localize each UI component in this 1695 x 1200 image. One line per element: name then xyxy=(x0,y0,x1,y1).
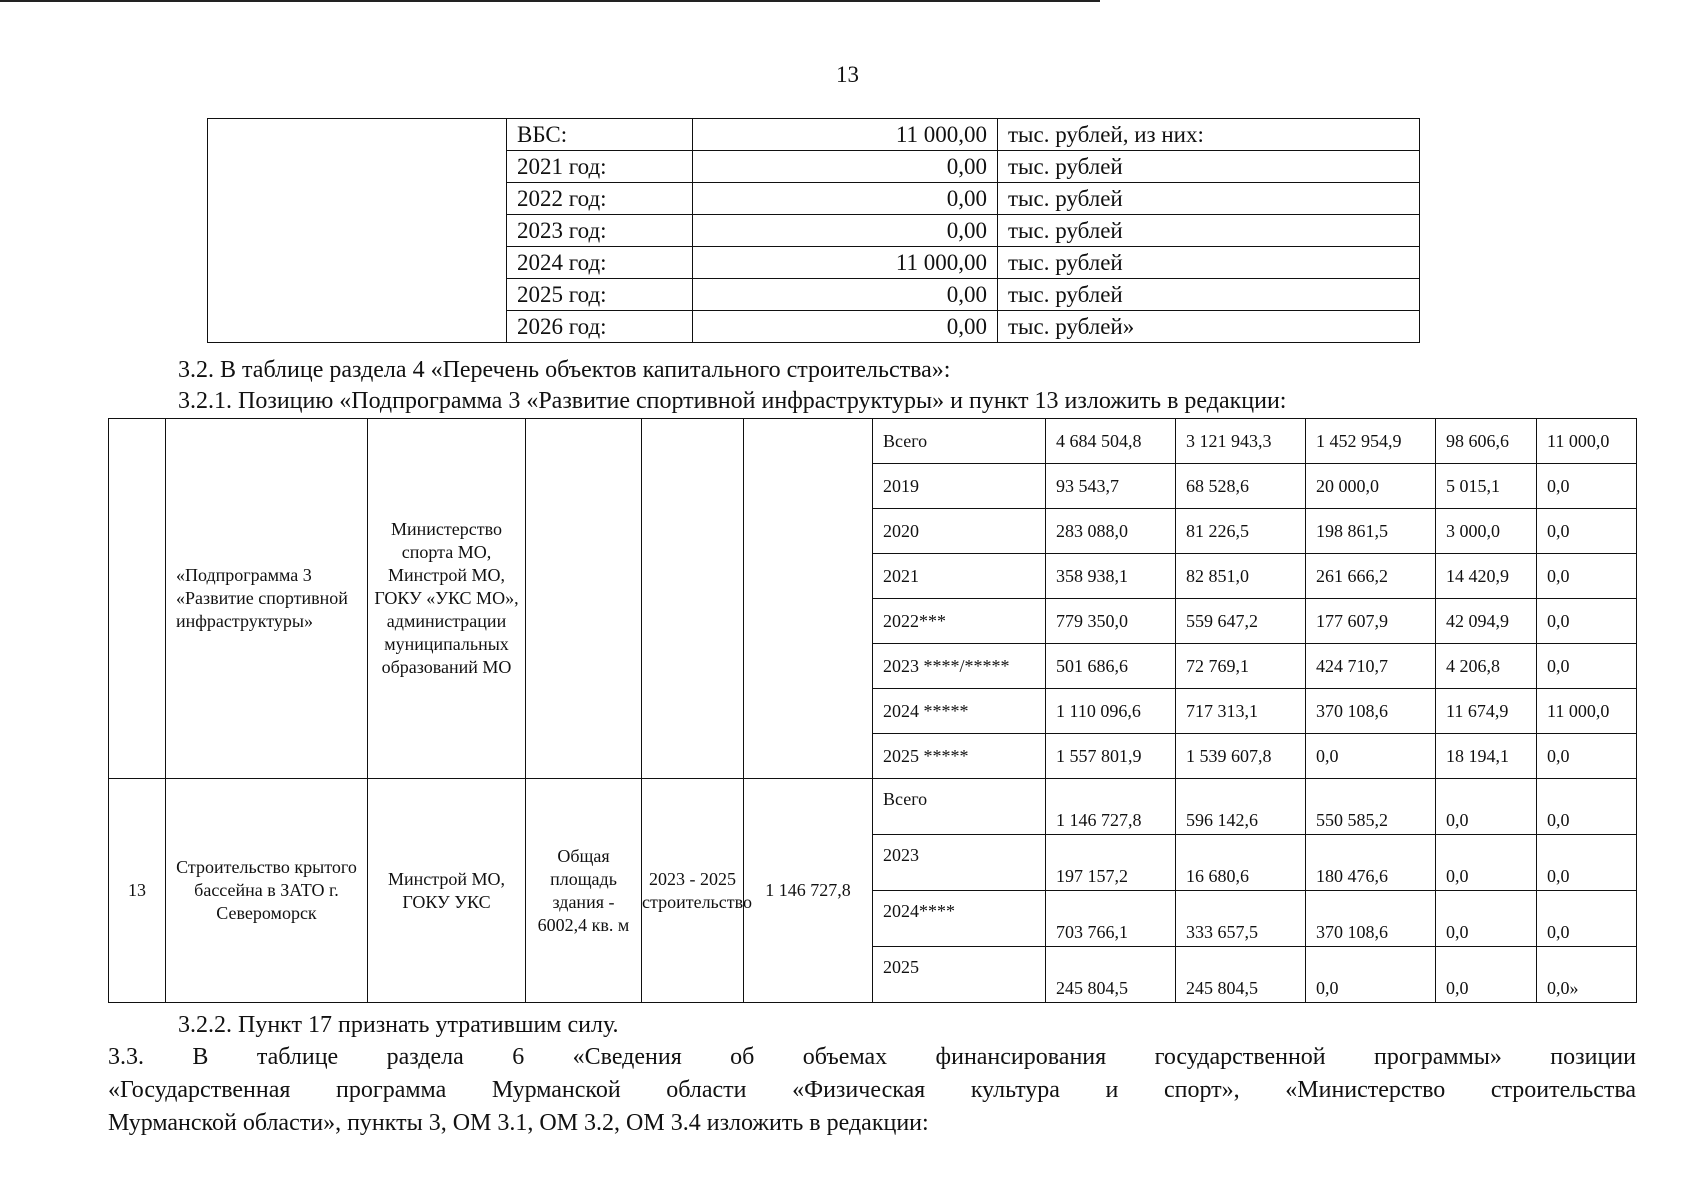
subprogram-year: 2019 xyxy=(873,464,1046,509)
subprogram-value: 0,0 xyxy=(1537,554,1637,599)
funding-amount: 0,00 xyxy=(693,215,998,247)
funding-label: 2023 год: xyxy=(507,215,693,247)
item13-value: 245 804,5 xyxy=(1046,947,1176,1003)
funding-amount: 11 000,00 xyxy=(693,119,998,151)
subprogram-value: 5 015,1 xyxy=(1436,464,1537,509)
paragraph-3-3-line-2: «Государственная программа Мурманской области «Физическая культура и спорт», «Министерство строительства xyxy=(108,1077,1636,1103)
funding-label: 2024 год: xyxy=(507,247,693,279)
subprogram-value: 1 110 096,6 xyxy=(1046,689,1176,734)
top-rule xyxy=(0,0,1100,2)
funding-row xyxy=(208,119,1420,151)
item13-value: 0,0» xyxy=(1537,947,1637,1003)
item13-value: 0,0 xyxy=(1436,835,1537,891)
subprogram-value: 283 088,0 xyxy=(1046,509,1176,554)
item13-value: 0,0 xyxy=(1537,779,1637,835)
capital-objects-table xyxy=(108,418,1637,1003)
funding-unit: тыс. рублей xyxy=(998,279,1420,311)
item13-value: 16 680,6 xyxy=(1176,835,1306,891)
item13-responsible: Минстрой МО, ГОКУ УКС xyxy=(368,779,526,1003)
funding-label: 2022 год: xyxy=(507,183,693,215)
subprogram-value: 4 206,8 xyxy=(1436,644,1537,689)
item13-year: 2025 xyxy=(873,947,1046,1003)
item13-year: 2024**** xyxy=(873,891,1046,947)
item13-value: 550 585,2 xyxy=(1306,779,1436,835)
item13-value: 0,0 xyxy=(1537,891,1637,947)
subprogram-period-cell xyxy=(642,419,744,779)
subprogram-value: 98 606,6 xyxy=(1436,419,1537,464)
item13-year: Всего xyxy=(873,779,1046,835)
paragraph-3-3-line-1: 3.3. В таблице раздела 6 «Сведения об объемах финансирования государственной программы» позиции xyxy=(108,1044,1636,1070)
paragraph-3-2: 3.2. В таблице раздела 4 «Перечень объектов капитального строительства»: xyxy=(178,357,951,383)
funding-unit: тыс. рублей xyxy=(998,151,1420,183)
subprogram-value: 177 607,9 xyxy=(1306,599,1436,644)
subprogram-value: 559 647,2 xyxy=(1176,599,1306,644)
subprogram-year: Всего xyxy=(873,419,1046,464)
funding-label: 2021 год: xyxy=(507,151,693,183)
subprogram-value: 424 710,7 xyxy=(1306,644,1436,689)
subprogram-value: 18 194,1 xyxy=(1436,734,1537,779)
subprogram-value: 261 666,2 xyxy=(1306,554,1436,599)
page-number: 13 xyxy=(836,62,859,87)
subprogram-cost-cell xyxy=(744,419,873,779)
subprogram-value: 0,0 xyxy=(1306,734,1436,779)
subprogram-name: «Подпрограмма 3 «Развитие спортивной инфраструктуры» xyxy=(166,419,368,779)
subprogram-value: 0,0 xyxy=(1537,734,1637,779)
funding-amount: 0,00 xyxy=(693,151,998,183)
funding-blank-cell xyxy=(208,119,507,343)
item13-value: 0,0 xyxy=(1436,891,1537,947)
subprogram-year: 2022*** xyxy=(873,599,1046,644)
subprogram-capacity-cell xyxy=(526,419,642,779)
subprogram-value: 20 000,0 xyxy=(1306,464,1436,509)
item13-number: 13 xyxy=(109,779,166,1003)
item13-value: 197 157,2 xyxy=(1046,835,1176,891)
funding-label: 2026 год: xyxy=(507,311,693,343)
subprogram-value: 3 000,0 xyxy=(1436,509,1537,554)
subprogram-value: 501 686,6 xyxy=(1046,644,1176,689)
subprogram-value: 0,0 xyxy=(1537,599,1637,644)
subprogram-value: 68 528,6 xyxy=(1176,464,1306,509)
item13-cost: 1 146 727,8 xyxy=(744,779,873,1003)
subprogram-year: 2023 ****/***** xyxy=(873,644,1046,689)
subprogram-value: 1 557 801,9 xyxy=(1046,734,1176,779)
subprogram-responsible: Министерство спорта МО, Минстрой МО, ГОКУ «УКС МО», администрации муниципальных образований МО xyxy=(368,419,526,779)
item13-value: 0,0 xyxy=(1306,947,1436,1003)
subprogram-value: 198 861,5 xyxy=(1306,509,1436,554)
subprogram-year: 2024 ***** xyxy=(873,689,1046,734)
funding-amount: 0,00 xyxy=(693,279,998,311)
subprogram-value: 0,0 xyxy=(1537,644,1637,689)
subprogram-value: 0,0 xyxy=(1537,464,1637,509)
subprogram-year: 2020 xyxy=(873,509,1046,554)
subprogram-value: 82 851,0 xyxy=(1176,554,1306,599)
subprogram-value: 4 684 504,8 xyxy=(1046,419,1176,464)
item13-value: 596 142,6 xyxy=(1176,779,1306,835)
funding-label: 2025 год: xyxy=(507,279,693,311)
paragraph-3-2-2: 3.2.2. Пункт 17 признать утратившим силу. xyxy=(178,1012,619,1038)
item13-value: 333 657,5 xyxy=(1176,891,1306,947)
subprogram-value: 3 121 943,3 xyxy=(1176,419,1306,464)
paragraph-3-2-1: 3.2.1. Позицию «Подпрограмма 3 «Развитие спортивной инфраструктуры» и пункт 13 изложить в редакции: xyxy=(178,388,1287,414)
funding-amount: 11 000,00 xyxy=(693,247,998,279)
subprogram-value: 1 452 954,9 xyxy=(1306,419,1436,464)
subprogram-value: 717 313,1 xyxy=(1176,689,1306,734)
paragraph-3-3-line-3: Мурманской области», пункты 3, ОМ 3.1, ОМ 3.2, ОМ 3.4 изложить в редакции: xyxy=(108,1110,929,1136)
subprogram-value: 81 226,5 xyxy=(1176,509,1306,554)
item13-year: 2023 xyxy=(873,835,1046,891)
item13-value: 0,0 xyxy=(1537,835,1637,891)
item13-value: 245 804,5 xyxy=(1176,947,1306,1003)
subprogram-year: 2025 ***** xyxy=(873,734,1046,779)
item13-name: Строительство крытого бассейна в ЗАТО г. Североморск xyxy=(166,779,368,1003)
item13-value: 0,0 xyxy=(1436,947,1537,1003)
funding-amount: 0,00 xyxy=(693,311,998,343)
subprogram-value: 14 420,9 xyxy=(1436,554,1537,599)
subprogram-value: 358 938,1 xyxy=(1046,554,1176,599)
item13-row xyxy=(109,779,1637,835)
funding-unit: тыс. рублей xyxy=(998,247,1420,279)
item13-capacity: Общая площадь здания - 6002,4 кв. м xyxy=(526,779,642,1003)
funding-unit: тыс. рублей xyxy=(998,183,1420,215)
item13-value: 370 108,6 xyxy=(1306,891,1436,947)
item13-value: 1 146 727,8 xyxy=(1046,779,1176,835)
subprogram-value: 72 769,1 xyxy=(1176,644,1306,689)
funding-label: ВБС: xyxy=(507,119,693,151)
subprogram-value: 370 108,6 xyxy=(1306,689,1436,734)
item13-value: 703 766,1 xyxy=(1046,891,1176,947)
subprogram-value: 0,0 xyxy=(1537,509,1637,554)
funding-unit: тыс. рублей, из них: xyxy=(998,119,1420,151)
item13-value: 180 476,6 xyxy=(1306,835,1436,891)
funding-unit: тыс. рублей» xyxy=(998,311,1420,343)
item13-period: 2023 - 2025 строительство xyxy=(642,779,744,1003)
funding-unit: тыс. рублей xyxy=(998,215,1420,247)
subprogram-value: 11 000,0 xyxy=(1537,689,1637,734)
subprogram-value: 1 539 607,8 xyxy=(1176,734,1306,779)
item13-value: 0,0 xyxy=(1436,779,1537,835)
subprogram-year: 2021 xyxy=(873,554,1046,599)
subprogram-value: 42 094,9 xyxy=(1436,599,1537,644)
subprogram-number-cell xyxy=(109,419,166,779)
funding-table xyxy=(207,118,1420,343)
subprogram-value: 11 000,0 xyxy=(1537,419,1637,464)
subprogram-row xyxy=(109,419,1637,464)
subprogram-value: 779 350,0 xyxy=(1046,599,1176,644)
subprogram-value: 93 543,7 xyxy=(1046,464,1176,509)
funding-amount: 0,00 xyxy=(693,183,998,215)
subprogram-value: 11 674,9 xyxy=(1436,689,1537,734)
